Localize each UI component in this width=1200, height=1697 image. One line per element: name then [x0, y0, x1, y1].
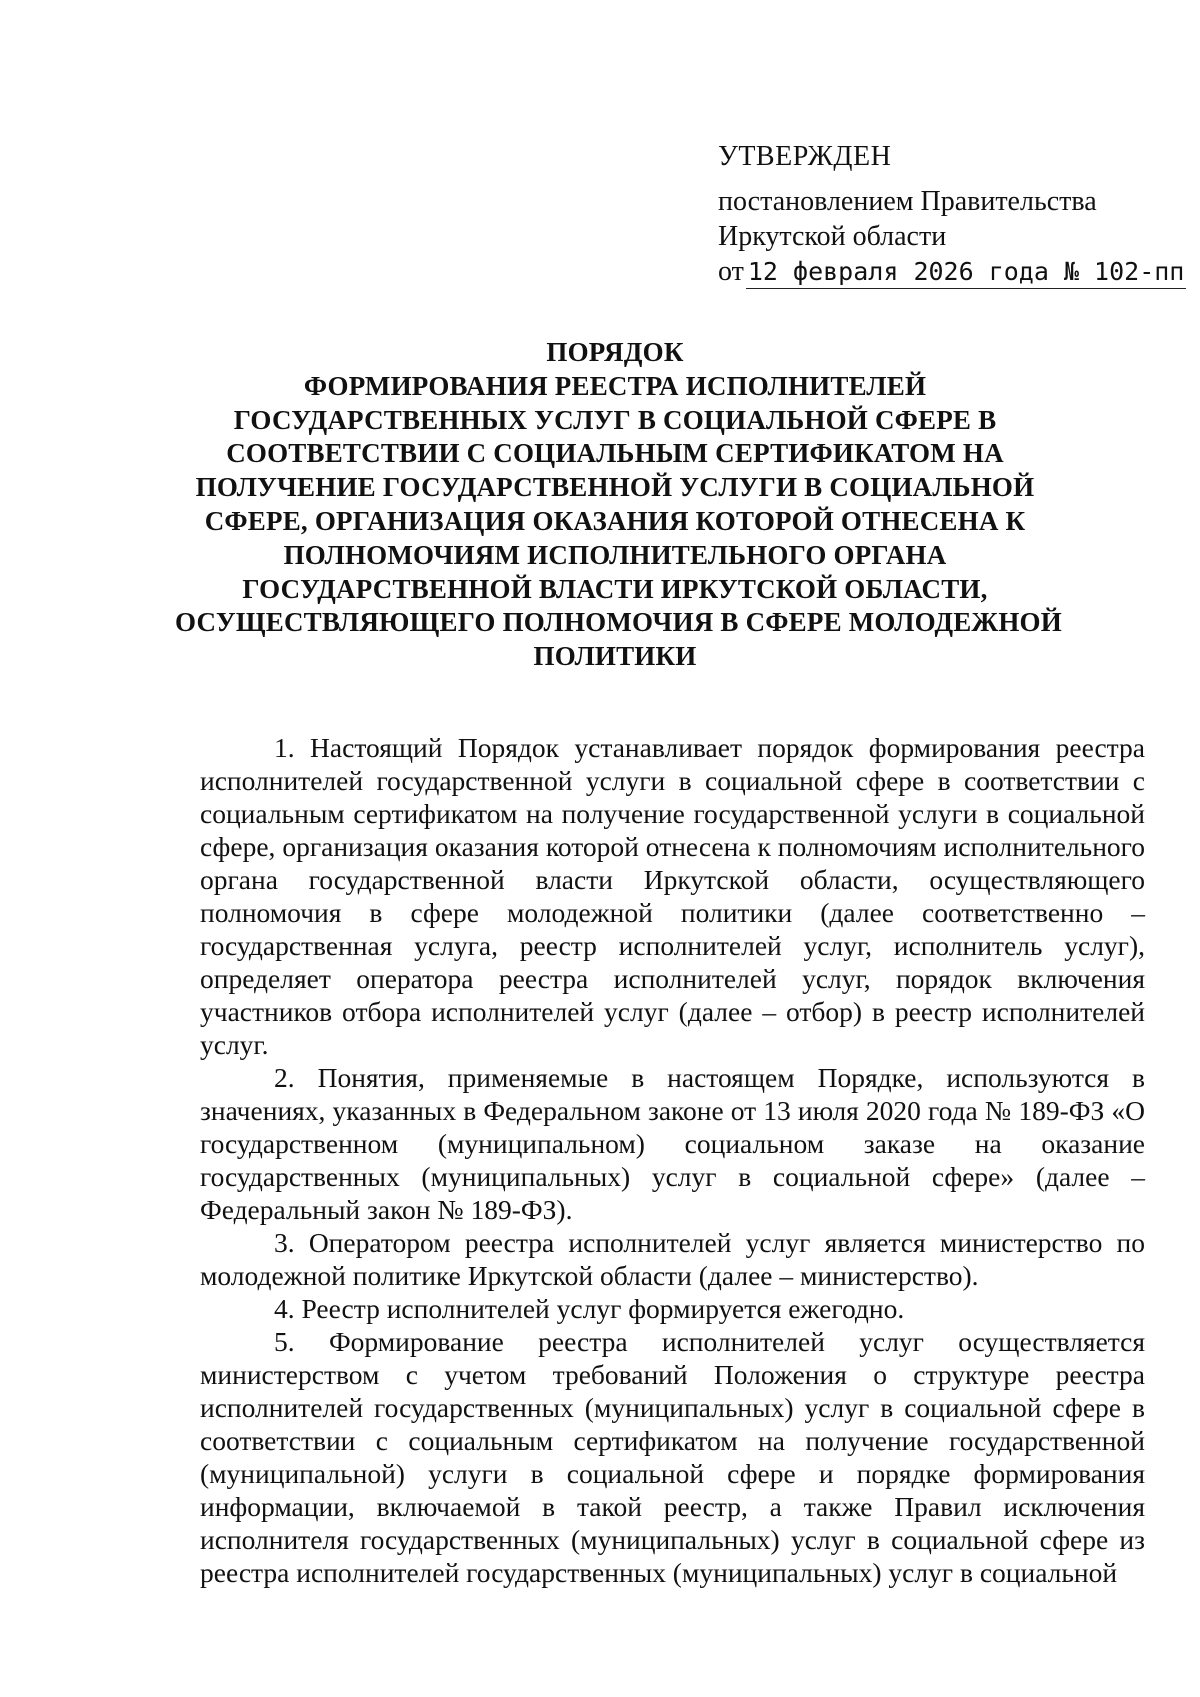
paragraph-text: 2. Понятия, применяемые в настоящем Порядке, используются в значениях, указанных в Федеральном законе от 13 июля 2020 года № 189-ФЗ «О государственном (муниципальном) социальном заказе на оказание государственных (муниципальных) услуг в социальной сфере» (далее – Федеральный закон № 189-ФЗ). — [200, 1062, 1145, 1225]
approval-line-decree: постановлением Правительства — [718, 186, 1097, 217]
paragraph-text: 3. Оператором реестра исполнителей услуг является министерство по молодежной политике Иркутской области (далее – министерство). — [200, 1227, 1145, 1291]
approval-date-value: 12 февраля 2026 года № 102-пп — [746, 257, 1187, 289]
title-line: ПОЛНОМОЧИЯМ ИСПОЛНИТЕЛЬНОГО ОРГАНА — [283, 539, 947, 570]
title-line: ПОЛУЧЕНИЕ ГОСУДАРСТВЕННОЙ УСЛУГИ В СОЦИАЛЬНОЙ — [195, 472, 1035, 503]
approval-line-region: Иркутской области — [718, 221, 947, 252]
title-line: ОСУЩЕСТВЛЯЮЩЕГО ПОЛНОМОЧИЯ В СФЕРЕ МОЛОДЕЖНОЙ — [175, 607, 1062, 638]
title-line: ПОЛИТИКИ — [533, 641, 697, 672]
approval-date-prefix: от — [718, 256, 744, 287]
approval-block — [718, 139, 1185, 289]
paragraph-5 — [200, 1325, 1145, 1589]
paragraph-2 — [200, 1061, 1145, 1226]
title-line: ГОСУДАРСТВЕННЫХ УСЛУГ В СОЦИАЛЬНОЙ СФЕРЕ В — [233, 404, 997, 435]
paragraph-1 — [200, 731, 1145, 1061]
paragraph-3 — [200, 1226, 1145, 1292]
title-line: СООТВЕТСТВИИ С СОЦИАЛЬНЫМ СЕРТИФИКАТОМ НА — [226, 438, 1004, 469]
title-line: ГОСУДАРСТВЕННОЙ ВЛАСТИ ИРКУТСКОЙ ОБЛАСТИ, — [242, 573, 988, 604]
paragraph-text: 1. Настоящий Порядок устанавливает порядок формирования реестра исполнителей государственной услуги в социальной сфере в соответствии с социальным сертификатом на получение государственной услуги в социальной сфере, организация оказания которой отнесена к полномочиям исполнительного органа государственной власти Иркутской области, осуществляющего полномочия в сфере молодежной политики (далее соответственно – государственная услуга, реестр исполнителей услуг, исполнитель услуг), определяет оператора реестра исполнителей услуг, порядок включения участников отбора исполнителей услуг (далее – отбор) в реестр исполнителей услуг. — [200, 732, 1145, 1060]
paragraph-text: 4. Реестр исполнителей услуг формируется ежегодно. — [274, 1293, 905, 1324]
title-line: ПОРЯДОК — [546, 337, 684, 367]
approval-stamp: УТВЕРЖДЕН — [718, 141, 892, 172]
approval-date-line — [718, 254, 1185, 289]
paragraph-text: 5. Формирование реестра исполнителей услуг осуществляется министерством с учетом требований Положения о структуре реестра исполнителей государственных (муниципальных) услуг в социальной сфере в соответствии с социальным сертификатом на получение государственной (муниципальной) услуги в социальной сфере и порядке формирования информации, включаемой в такой реестр, а также Правил исключения исполнителя государственных (муниципальных) услуг в социальной сфере из реестра исполнителей государственных (муниципальных) услуг в социальной — [200, 1326, 1145, 1588]
title-line: ФОРМИРОВАНИЯ РЕЕСТРА ИСПОЛНИТЕЛЕЙ — [303, 370, 927, 401]
title-line: СФЕРЕ, ОРГАНИЗАЦИЯ ОКАЗАНИЯ КОТОРОЙ ОТНЕСЕНА К — [204, 505, 1026, 536]
document-body — [200, 731, 1145, 1589]
document-title — [175, 336, 1062, 674]
paragraph-4 — [200, 1292, 1145, 1325]
